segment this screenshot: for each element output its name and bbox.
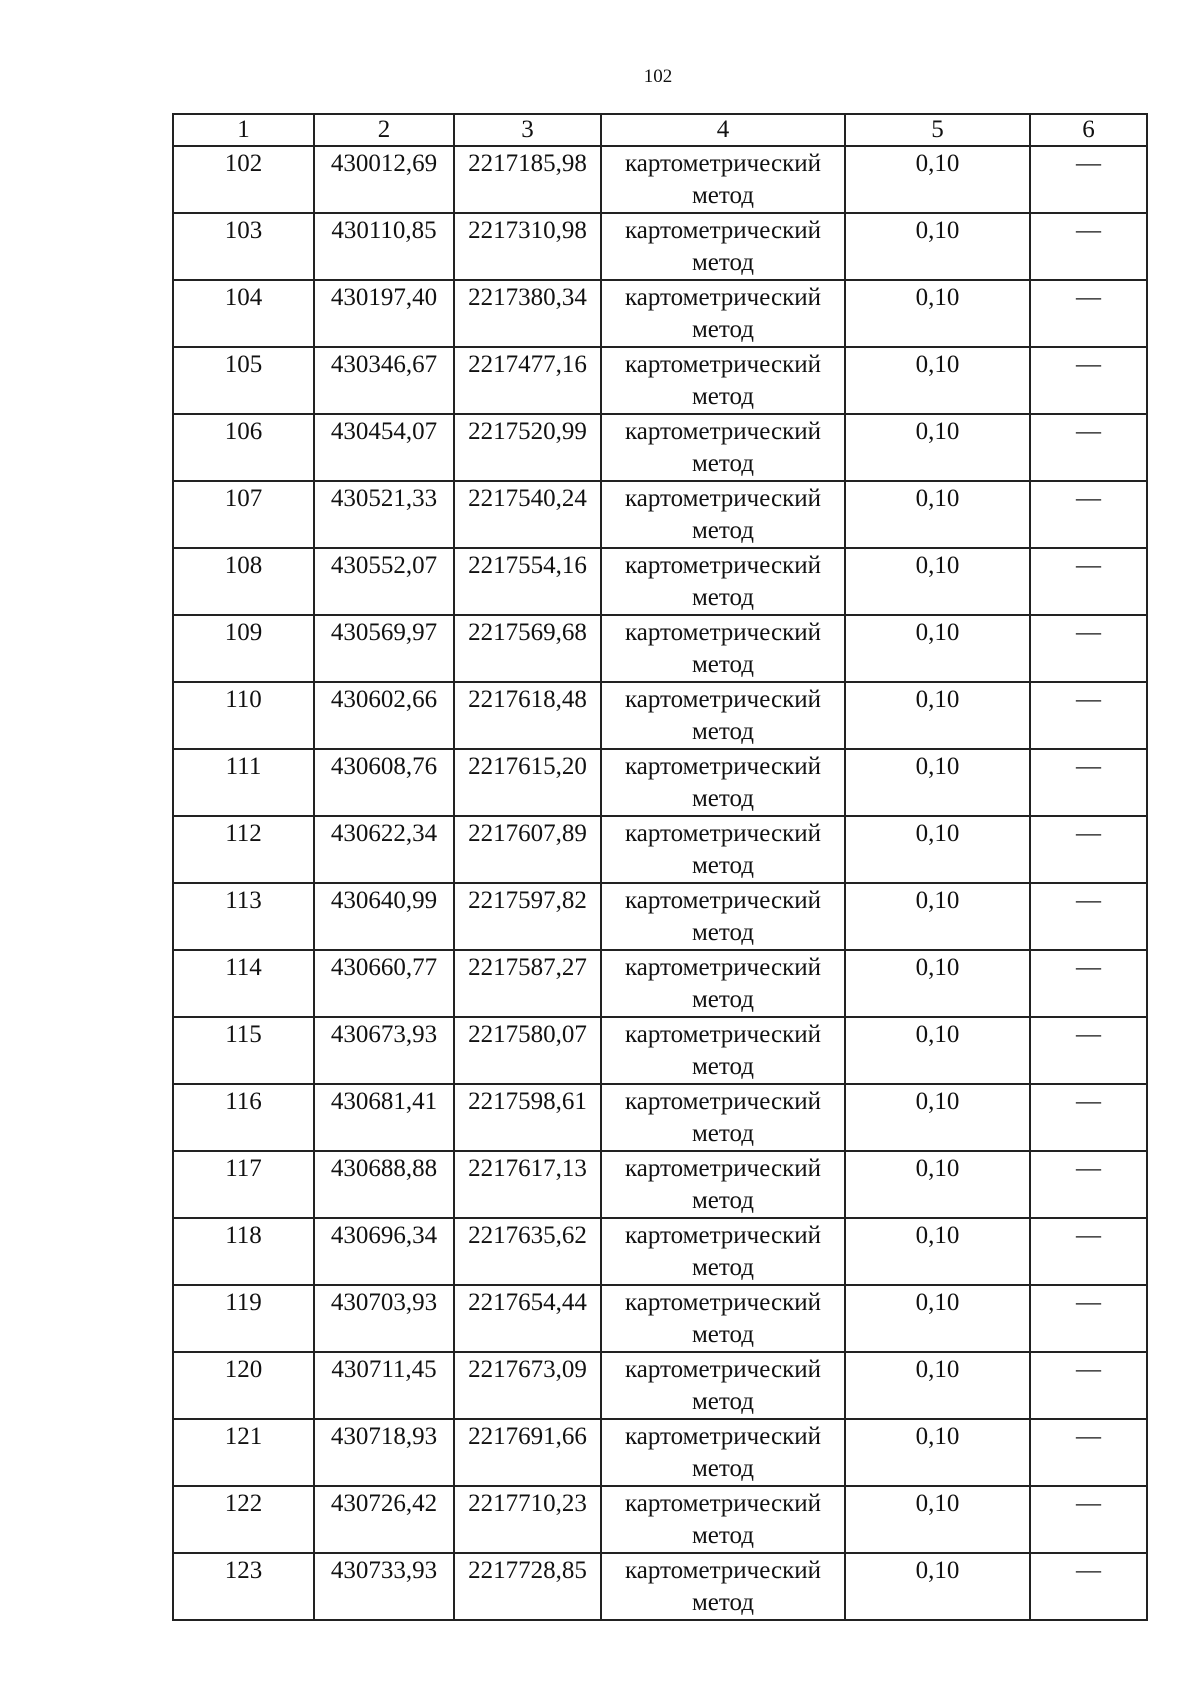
note-cell: —	[1030, 213, 1147, 280]
method-cell	[601, 414, 845, 481]
y-coordinate-cell: 2217185,98	[454, 146, 601, 213]
x-coordinate-cell: 430608,76	[314, 749, 454, 816]
point-number-cell: 120	[173, 1352, 314, 1419]
method-cell	[601, 749, 845, 816]
method-text: картометрический метод	[625, 1490, 821, 1549]
x-coordinate-cell: 430197,40	[314, 280, 454, 347]
method-text: картометрический метод	[625, 954, 821, 1013]
method-cell	[601, 1352, 845, 1419]
column-header: 2	[314, 114, 454, 146]
point-number-cell: 105	[173, 347, 314, 414]
y-coordinate-cell: 2217728,85	[454, 1553, 601, 1620]
x-coordinate-cell: 430718,93	[314, 1419, 454, 1486]
y-coordinate-cell: 2217598,61	[454, 1084, 601, 1151]
point-number-cell: 114	[173, 950, 314, 1017]
table-body	[173, 146, 1147, 1620]
table-row	[173, 1084, 1147, 1151]
point-number-cell: 121	[173, 1419, 314, 1486]
note-cell: —	[1030, 816, 1147, 883]
note-cell: —	[1030, 1218, 1147, 1285]
table-row	[173, 883, 1147, 950]
note-cell: —	[1030, 1352, 1147, 1419]
method-cell	[601, 213, 845, 280]
table-row	[173, 213, 1147, 280]
point-number-cell: 113	[173, 883, 314, 950]
y-coordinate-cell: 2217691,66	[454, 1419, 601, 1486]
method-cell	[601, 146, 845, 213]
note-cell: —	[1030, 280, 1147, 347]
x-coordinate-cell: 430681,41	[314, 1084, 454, 1151]
method-cell	[601, 1486, 845, 1553]
method-text: картометрический метод	[625, 820, 821, 879]
point-number-cell: 107	[173, 481, 314, 548]
note-cell: —	[1030, 883, 1147, 950]
accuracy-cell: 0,10	[845, 950, 1030, 1017]
note-cell: —	[1030, 1017, 1147, 1084]
accuracy-cell: 0,10	[845, 1151, 1030, 1218]
note-cell: —	[1030, 615, 1147, 682]
accuracy-cell: 0,10	[845, 548, 1030, 615]
note-cell: —	[1030, 347, 1147, 414]
point-number-cell: 123	[173, 1553, 314, 1620]
method-text: картометрический метод	[625, 1557, 821, 1616]
accuracy-cell: 0,10	[845, 414, 1030, 481]
table-row	[173, 816, 1147, 883]
note-cell: —	[1030, 146, 1147, 213]
note-cell: —	[1030, 1084, 1147, 1151]
method-text: картометрический метод	[625, 1222, 821, 1281]
y-coordinate-cell: 2217587,27	[454, 950, 601, 1017]
y-coordinate-cell: 2217615,20	[454, 749, 601, 816]
table-row	[173, 347, 1147, 414]
y-coordinate-cell: 2217554,16	[454, 548, 601, 615]
note-cell: —	[1030, 1151, 1147, 1218]
x-coordinate-cell: 430703,93	[314, 1285, 454, 1352]
y-coordinate-cell: 2217520,99	[454, 414, 601, 481]
y-coordinate-cell: 2217580,07	[454, 1017, 601, 1084]
point-number-cell: 115	[173, 1017, 314, 1084]
method-text: картометрический метод	[625, 619, 821, 678]
table-row	[173, 1352, 1147, 1419]
x-coordinate-cell: 430688,88	[314, 1151, 454, 1218]
y-coordinate-cell: 2217710,23	[454, 1486, 601, 1553]
note-cell: —	[1030, 1419, 1147, 1486]
method-text: картометрический метод	[625, 418, 821, 477]
table-row	[173, 1486, 1147, 1553]
method-cell	[601, 347, 845, 414]
method-text: картометрический метод	[625, 1423, 821, 1482]
x-coordinate-cell: 430552,07	[314, 548, 454, 615]
accuracy-cell: 0,10	[845, 481, 1030, 548]
method-cell	[601, 1285, 845, 1352]
note-cell: —	[1030, 414, 1147, 481]
method-text: картометрический метод	[625, 887, 821, 946]
note-cell: —	[1030, 682, 1147, 749]
point-number-cell: 112	[173, 816, 314, 883]
point-number-cell: 110	[173, 682, 314, 749]
accuracy-cell: 0,10	[845, 883, 1030, 950]
x-coordinate-cell: 430733,93	[314, 1553, 454, 1620]
table-row	[173, 1017, 1147, 1084]
table-row	[173, 280, 1147, 347]
x-coordinate-cell: 430521,33	[314, 481, 454, 548]
method-cell	[601, 682, 845, 749]
point-number-cell: 108	[173, 548, 314, 615]
accuracy-cell: 0,10	[845, 146, 1030, 213]
y-coordinate-cell: 2217618,48	[454, 682, 601, 749]
method-text: картометрический метод	[625, 1021, 821, 1080]
y-coordinate-cell: 2217597,82	[454, 883, 601, 950]
table-row	[173, 950, 1147, 1017]
method-cell	[601, 1553, 845, 1620]
method-cell	[601, 481, 845, 548]
accuracy-cell: 0,10	[845, 749, 1030, 816]
note-cell: —	[1030, 481, 1147, 548]
table-row	[173, 1218, 1147, 1285]
note-cell: —	[1030, 1553, 1147, 1620]
accuracy-cell: 0,10	[845, 1017, 1030, 1084]
table-row	[173, 1419, 1147, 1486]
y-coordinate-cell: 2217617,13	[454, 1151, 601, 1218]
method-text: картометрический метод	[625, 1088, 821, 1147]
x-coordinate-cell: 430696,34	[314, 1218, 454, 1285]
method-cell	[601, 1419, 845, 1486]
table-header-row	[173, 114, 1147, 146]
column-header: 6	[1030, 114, 1147, 146]
point-number-cell: 104	[173, 280, 314, 347]
method-text: картометрический метод	[625, 284, 821, 343]
y-coordinate-cell: 2217540,24	[454, 481, 601, 548]
accuracy-cell: 0,10	[845, 1084, 1030, 1151]
y-coordinate-cell: 2217569,68	[454, 615, 601, 682]
accuracy-cell: 0,10	[845, 1218, 1030, 1285]
note-cell: —	[1030, 950, 1147, 1017]
point-number-cell: 102	[173, 146, 314, 213]
note-cell: —	[1030, 1285, 1147, 1352]
accuracy-cell: 0,10	[845, 347, 1030, 414]
x-coordinate-cell: 430726,42	[314, 1486, 454, 1553]
table-row	[173, 1151, 1147, 1218]
y-coordinate-cell: 2217380,34	[454, 280, 601, 347]
table-row	[173, 1285, 1147, 1352]
method-cell	[601, 615, 845, 682]
x-coordinate-cell: 430569,97	[314, 615, 454, 682]
method-text: картометрический метод	[625, 552, 821, 611]
table-row	[173, 548, 1147, 615]
accuracy-cell: 0,10	[845, 1352, 1030, 1419]
method-text: картометрический метод	[625, 351, 821, 410]
method-cell	[601, 1151, 845, 1218]
x-coordinate-cell: 430622,34	[314, 816, 454, 883]
accuracy-cell: 0,10	[845, 1285, 1030, 1352]
accuracy-cell: 0,10	[845, 1486, 1030, 1553]
x-coordinate-cell: 430660,77	[314, 950, 454, 1017]
coordinates-table	[172, 113, 1148, 1621]
note-cell: —	[1030, 548, 1147, 615]
accuracy-cell: 0,10	[845, 1419, 1030, 1486]
table-row	[173, 414, 1147, 481]
y-coordinate-cell: 2217477,16	[454, 347, 601, 414]
method-text: картометрический метод	[625, 686, 821, 745]
x-coordinate-cell: 430602,66	[314, 682, 454, 749]
y-coordinate-cell: 2217654,44	[454, 1285, 601, 1352]
point-number-cell: 122	[173, 1486, 314, 1553]
method-text: картометрический метод	[625, 1155, 821, 1214]
x-coordinate-cell: 430454,07	[314, 414, 454, 481]
point-number-cell: 109	[173, 615, 314, 682]
method-text: картометрический метод	[625, 753, 821, 812]
y-coordinate-cell: 2217673,09	[454, 1352, 601, 1419]
method-cell	[601, 1084, 845, 1151]
method-text: картометрический метод	[625, 485, 821, 544]
point-number-cell: 103	[173, 213, 314, 280]
table-row	[173, 615, 1147, 682]
x-coordinate-cell: 430012,69	[314, 146, 454, 213]
note-cell: —	[1030, 1486, 1147, 1553]
method-cell	[601, 883, 845, 950]
method-text: картометрический метод	[625, 150, 821, 209]
y-coordinate-cell: 2217310,98	[454, 213, 601, 280]
table-row	[173, 682, 1147, 749]
method-cell	[601, 816, 845, 883]
x-coordinate-cell: 430711,45	[314, 1352, 454, 1419]
point-number-cell: 111	[173, 749, 314, 816]
method-cell	[601, 548, 845, 615]
column-header: 3	[454, 114, 601, 146]
method-cell	[601, 1218, 845, 1285]
method-cell	[601, 950, 845, 1017]
table-row	[173, 146, 1147, 213]
accuracy-cell: 0,10	[845, 280, 1030, 347]
point-number-cell: 118	[173, 1218, 314, 1285]
table-row	[173, 749, 1147, 816]
y-coordinate-cell: 2217607,89	[454, 816, 601, 883]
x-coordinate-cell: 430110,85	[314, 213, 454, 280]
column-header: 1	[173, 114, 314, 146]
y-coordinate-cell: 2217635,62	[454, 1218, 601, 1285]
column-header: 4	[601, 114, 845, 146]
x-coordinate-cell: 430673,93	[314, 1017, 454, 1084]
point-number-cell: 116	[173, 1084, 314, 1151]
accuracy-cell: 0,10	[845, 213, 1030, 280]
page-number: 102	[643, 66, 673, 87]
column-header: 5	[845, 114, 1030, 146]
accuracy-cell: 0,10	[845, 816, 1030, 883]
point-number-cell: 106	[173, 414, 314, 481]
method-text: картометрический метод	[625, 217, 821, 276]
x-coordinate-cell: 430346,67	[314, 347, 454, 414]
x-coordinate-cell: 430640,99	[314, 883, 454, 950]
method-cell	[601, 280, 845, 347]
table-row	[173, 481, 1147, 548]
note-cell: —	[1030, 749, 1147, 816]
accuracy-cell: 0,10	[845, 1553, 1030, 1620]
point-number-cell: 117	[173, 1151, 314, 1218]
accuracy-cell: 0,10	[845, 682, 1030, 749]
point-number-cell: 119	[173, 1285, 314, 1352]
accuracy-cell: 0,10	[845, 615, 1030, 682]
table-row	[173, 1553, 1147, 1620]
method-text: картометрический метод	[625, 1356, 821, 1415]
method-text: картометрический метод	[625, 1289, 821, 1348]
method-cell	[601, 1017, 845, 1084]
